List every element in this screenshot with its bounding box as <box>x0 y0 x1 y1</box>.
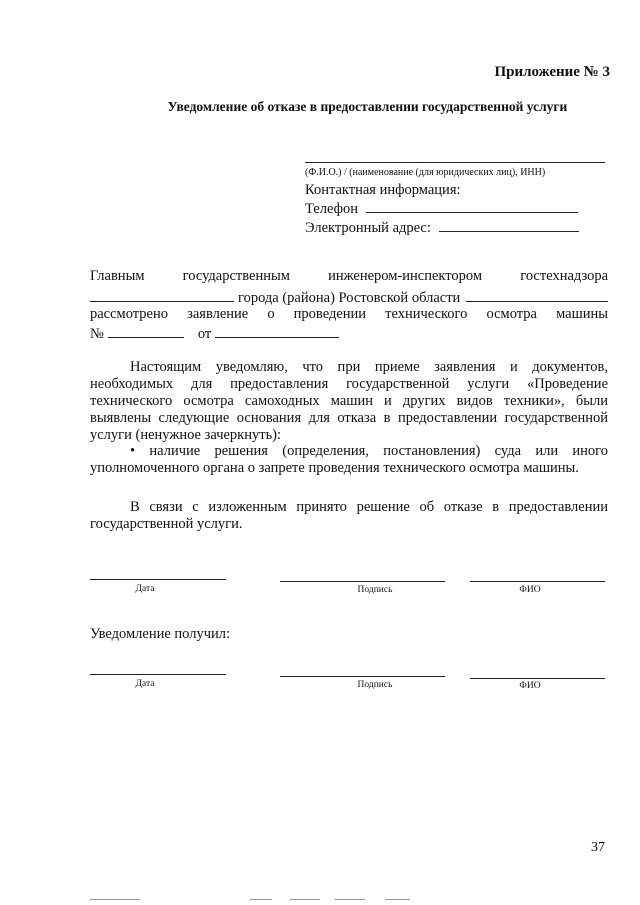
intro-word: государственным <box>182 268 290 284</box>
bullet-item <box>90 443 608 477</box>
email-blank-line <box>439 231 579 232</box>
page-number: 37 <box>591 840 605 855</box>
reasons-paragraph <box>90 359 608 444</box>
intro-word: о <box>267 306 275 322</box>
intro-word: рассмотрено <box>90 306 169 322</box>
intro-word: технического <box>385 306 468 322</box>
recipient-fio-hint: (Ф.И.О.) / (наименование (для юридических лиц), ИНН) <box>305 167 546 178</box>
sig1-date-line <box>90 578 226 580</box>
document-title: Уведомление об отказе в предоставлении государственной услуги <box>167 99 568 114</box>
decision-text: В связи с изложенным принято решение об отказе в предоставлении государственной услуги. <box>90 499 608 532</box>
received-label: Уведомление получил: <box>90 626 231 642</box>
intro-word: машины <box>556 306 609 322</box>
sig1-signature-label: Подпись <box>357 585 393 595</box>
intro-line-4 <box>90 323 339 343</box>
intro-line-3 <box>90 306 608 323</box>
scan-artifact <box>250 899 272 900</box>
phone-blank-line <box>366 212 578 213</box>
intro-word: проведении <box>293 306 367 322</box>
decision-paragraph <box>90 499 608 533</box>
email-row <box>305 220 579 237</box>
sig2-signature-line <box>280 675 445 677</box>
sig2-signature-label: Подпись <box>357 680 393 690</box>
sig1-fio-label: ФИО <box>519 585 541 595</box>
scan-artifact <box>90 899 140 900</box>
from-label: от <box>197 326 212 342</box>
phone-label: Телефон <box>305 201 358 217</box>
recipient-fio-blank-line <box>305 152 605 163</box>
bullet-text: • наличие решения (определения, постановления) суда или иного уполномоченного органа о запрете проведения технического осмотра машины. <box>90 443 608 476</box>
sig2-fio-line <box>470 677 605 679</box>
scan-artifact <box>335 899 365 900</box>
sig1-fio-line <box>470 580 605 582</box>
application-number-blank-line <box>108 323 184 338</box>
sig2-date-label: Дата <box>135 679 155 689</box>
inspector-name-blank-line <box>90 287 234 302</box>
city-blank-line <box>466 287 608 302</box>
intro-word: Главным <box>90 268 145 284</box>
scan-artifact <box>290 899 320 900</box>
appendix-label: Приложение № 3 <box>494 64 610 80</box>
sig2-date-line <box>90 673 226 675</box>
scan-artifact <box>385 899 410 900</box>
number-sign: № <box>90 326 104 342</box>
sig1-signature-line <box>280 580 445 582</box>
phone-row <box>305 201 578 218</box>
intro-word: осмотра <box>486 306 537 322</box>
intro-city-text: города (района) Ростовской области <box>238 290 461 306</box>
contact-info-label: Контактная информация: <box>305 182 461 198</box>
intro-word: гостехнадзора <box>520 268 609 284</box>
intro-word: заявление <box>187 306 249 322</box>
reasons-text: Настоящим уведомляю, что при приеме заявления и документов, необходимых для предоставления государственной услуги «Проведение технического осмотра самоходных машин и других видов техники», были выявлены следующие основания для отказа в предоставлении государственной услуги (ненужное зачеркнуть): <box>90 359 608 443</box>
email-label: Электронный адрес: <box>305 220 431 236</box>
intro-line-1 <box>90 268 608 285</box>
sig2-fio-label: ФИО <box>519 681 541 691</box>
application-date-blank-line <box>215 323 339 338</box>
intro-line-2 <box>90 287 608 307</box>
intro-word: инженером-инспектором <box>328 268 483 284</box>
sig1-date-label: Дата <box>135 584 155 594</box>
